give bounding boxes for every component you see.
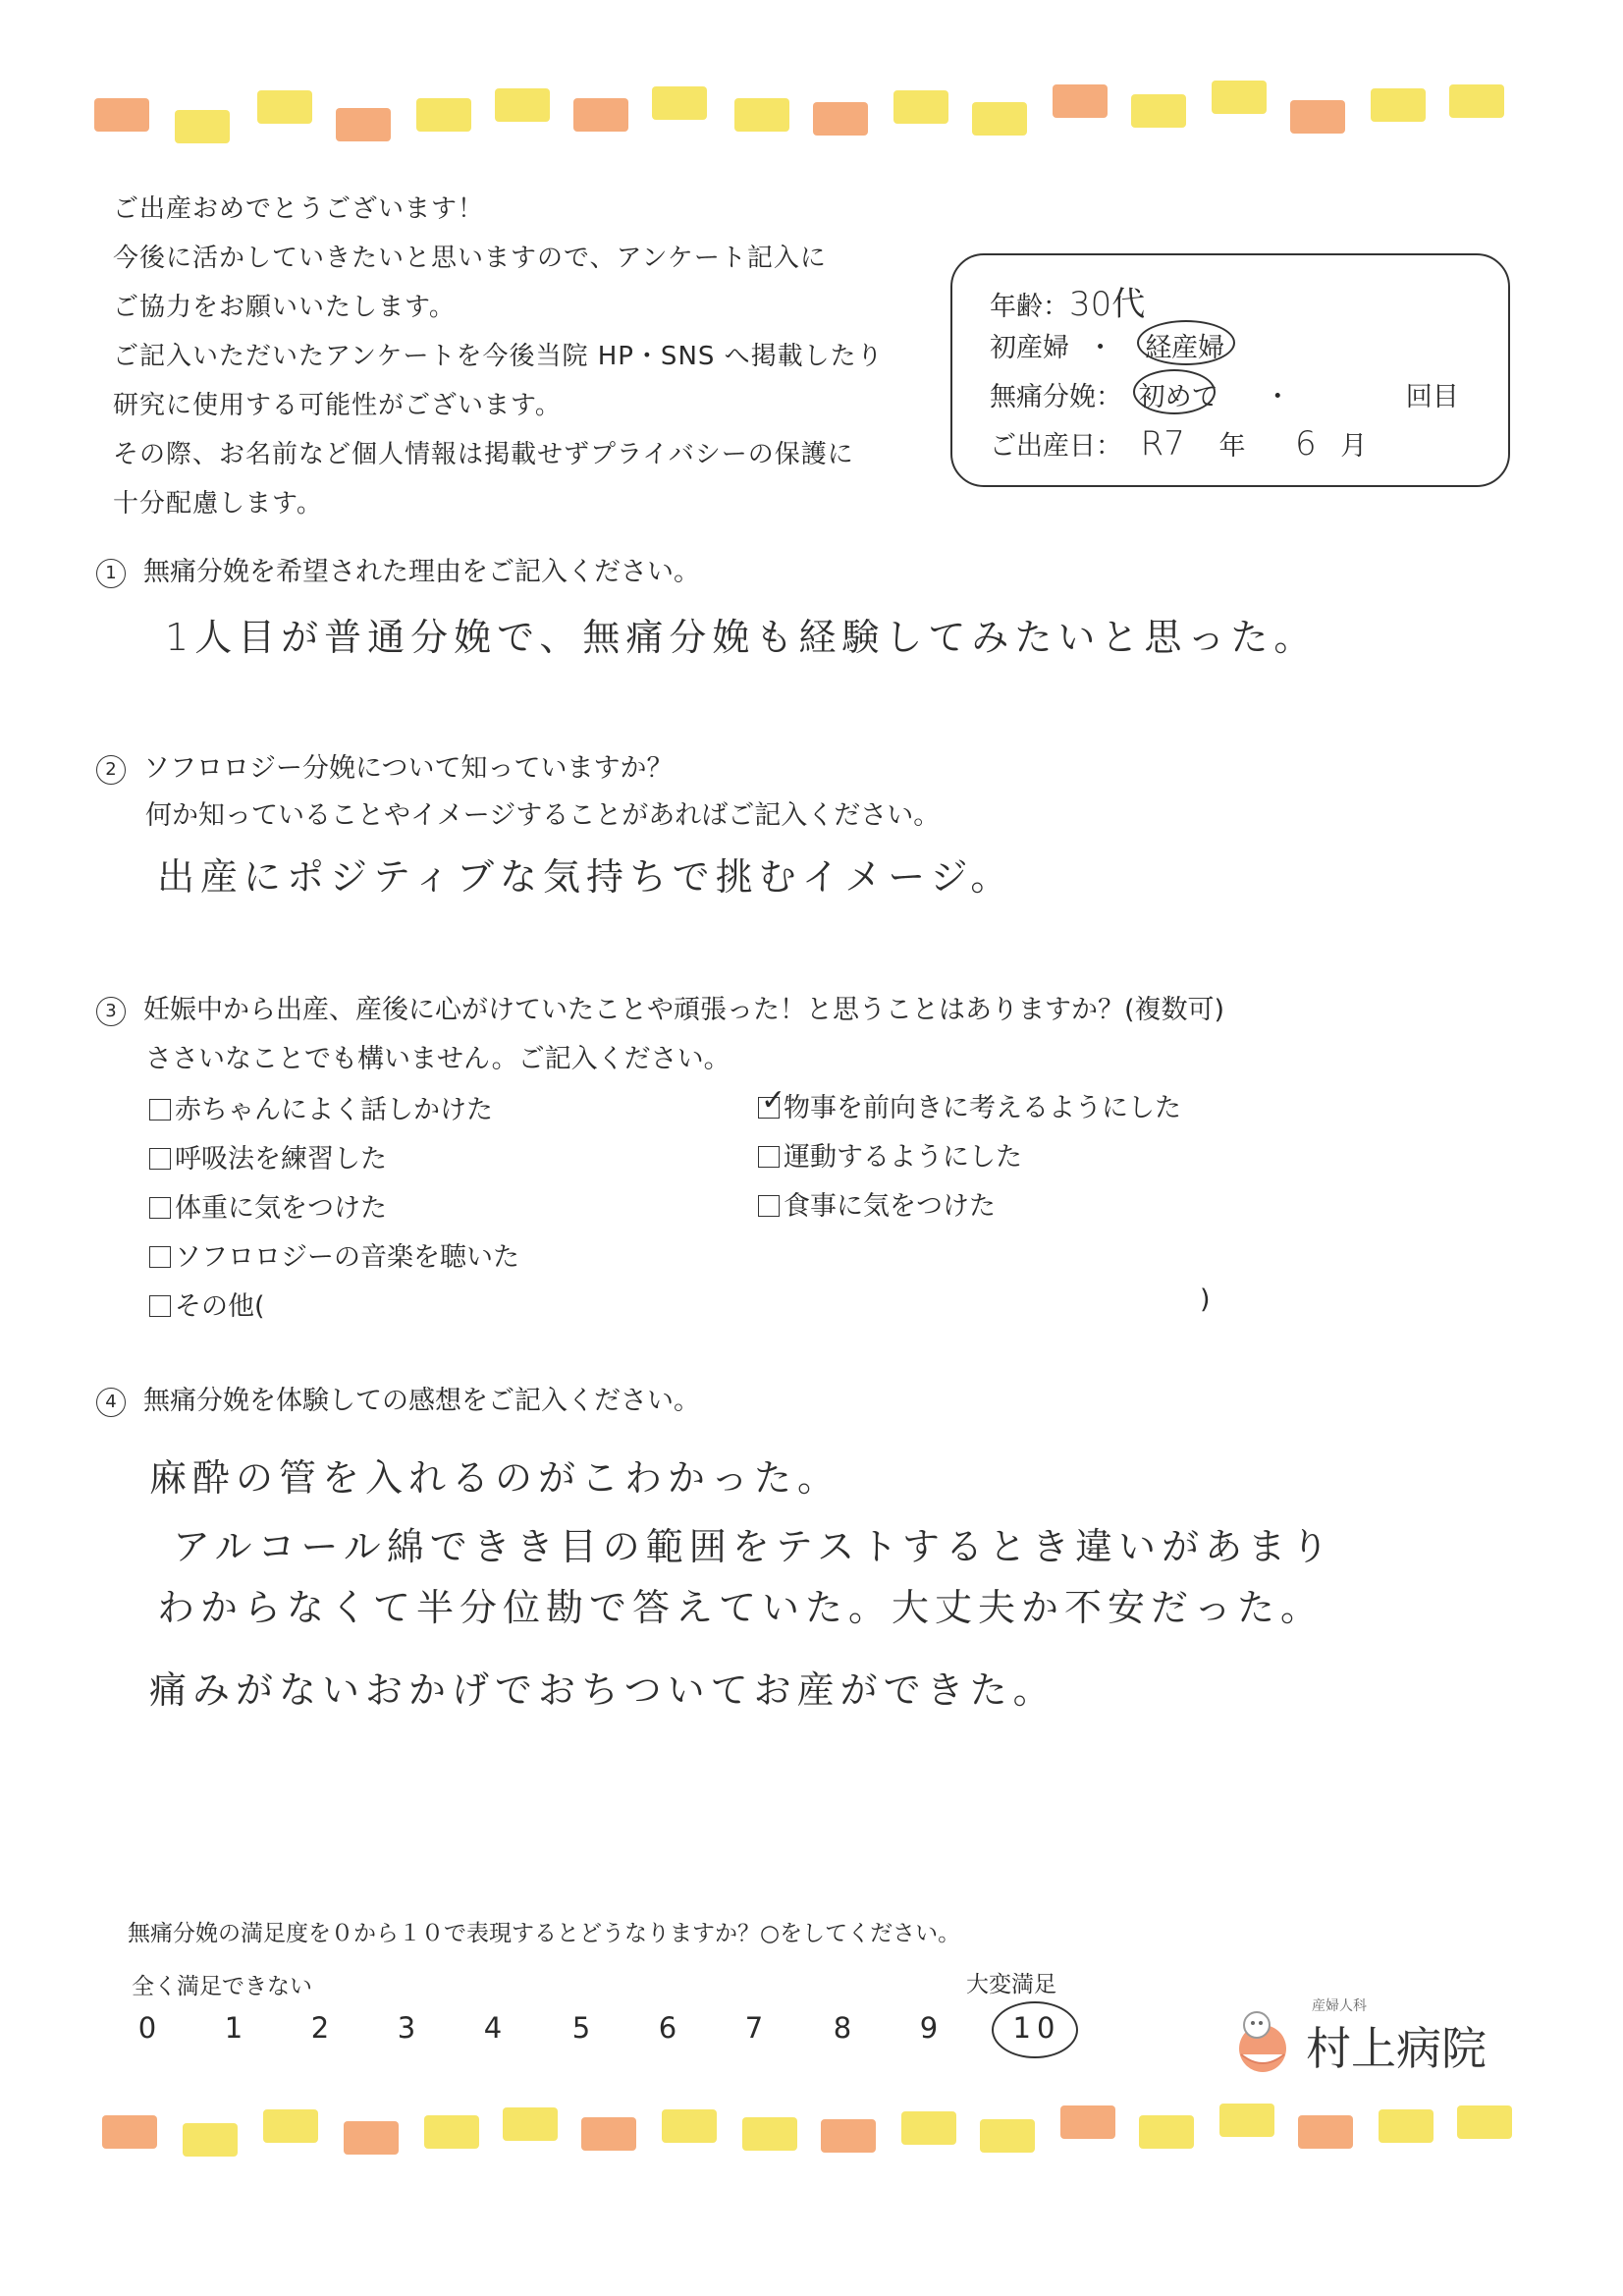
q3-option-left [149,1186,387,1225]
q1-text: 無痛分娩を希望された理由をご記入ください。 [143,557,700,587]
option-label: 体重に気をつけた [175,1193,387,1224]
q2-text: ソフロロジー分娩について知っていますか？ [143,753,674,784]
q3-question [96,988,1224,1026]
option-label: 赤ちゃんによく話しかけた [175,1095,493,1125]
satisfaction-high-label: 大変満足 [966,1972,1056,1997]
intro-line: ご出産おめでとうございます！ [113,194,485,224]
logo-small-text: 産婦人科 [1312,1998,1367,2014]
baby-logo-icon [1227,2003,1306,2082]
q4-number: 4 [96,1388,126,1417]
checkbox-checked[interactable] [758,1083,786,1119]
q3-option-left [149,1137,387,1175]
option-label: 運動するようにした [784,1142,1022,1173]
option-label: 物事を前向きに考えるようにした [784,1093,1181,1123]
q1-answer: 1人目が普通分娩で、無痛分娩も経験してみたいと思った。 [165,616,1318,659]
q4-answer-line: 麻酔の管を入れるのがこわかった。 [149,1456,841,1500]
birth-year-unit: 年 [1218,431,1246,462]
scale-7[interactable]: 7 [744,2011,764,2045]
parity-first: 初産婦 [990,333,1069,363]
q3-option-right [758,1135,1022,1174]
parity-separator: ・ [1087,333,1114,363]
q1-question [96,550,700,588]
scale-1[interactable]: 1 [224,2011,243,2045]
intro-line: 研究に使用する可能性がございます。 [113,391,562,420]
painless-first: 初めて [1138,382,1218,412]
checkbox[interactable] [758,1146,780,1168]
intro-line: その際、お名前など個人情報は掲載せずプライバシーの保護に [113,440,854,469]
parity-multi: 経産婦 [1145,333,1225,363]
q3-option-right [758,1184,996,1223]
q4-text: 無痛分娩を体験しての感想をご記入ください。 [143,1386,700,1416]
scale-8[interactable]: 8 [833,2011,852,2045]
q3-number: 3 [96,997,126,1026]
q2-question [96,746,673,785]
scale-3[interactable]: 3 [397,2011,416,2045]
intro-line: 十分配慮します。 [113,489,323,519]
check-mark-icon: ✓ [761,1083,786,1118]
scale-0[interactable]: 0 [137,2011,157,2045]
q4-answer-line: わからなくて半分位勘で答えていた。大丈夫か不安だった。 [157,1586,1325,1629]
intro-line: ご協力をお願いいたします。 [113,293,456,322]
parity-row [990,326,1224,364]
scale-2[interactable]: 2 [310,2011,330,2045]
q2-answer: 出産にポジティブな気持ちで挑むイメージ。 [157,855,1014,899]
scale-10[interactable]: 10 [1012,2011,1061,2045]
q2-number: 2 [96,755,126,785]
birth-label: ご出産日： [990,431,1122,462]
checkbox[interactable] [149,1099,171,1121]
q4-answer-line: 痛みがないおかげでおちついてお産ができた。 [149,1668,1056,1712]
checkbox[interactable] [149,1246,171,1268]
painless-times: 回目 [1405,382,1459,412]
q3-option-left [149,1235,519,1274]
option-label: ソフロロジーの音楽を聴いた [175,1242,519,1273]
bottom-tape-strip [0,2092,1623,2190]
birth-month-unit: 月 [1340,431,1368,462]
option-label: その他( [175,1291,265,1322]
checkbox[interactable] [758,1195,780,1217]
scale-5[interactable]: 5 [571,2011,591,2045]
top-tape-strip [0,0,1623,147]
q3-option-left [149,1088,493,1126]
option-label: 呼吸法を練習した [175,1144,387,1175]
birth-month: 6 [1295,424,1317,464]
q3-option-other [149,1285,265,1323]
scale-6[interactable]: 6 [658,2011,677,2045]
painless-row [990,375,1459,413]
q4-answer-line: アルコール綿できき目の範囲をテストするとき違いがあまり [173,1525,1335,1568]
intro-line: 今後に活かしていきたいと思いますので、アンケート記入に [113,244,827,273]
checkbox[interactable] [149,1197,171,1219]
q3-question-sub: ささいなことでも構いません。ご記入ください。 [145,1044,730,1074]
option-label: 食事に気をつけた [784,1191,996,1222]
q3-text: 妊娠中から出産、産後に心がけていたことや頑張った！と思うことはありますか？(複数可) [143,995,1225,1025]
parity-multi-circle [1137,320,1235,365]
patient-info-box [950,253,1510,487]
satisfaction-question: 無痛分娩の満足度を０から１０で表現するとどうなりますか？○をしてください。 [128,1921,961,1946]
satisfaction-low-label: 全く満足できない [132,1974,312,1999]
q3-option-right-checked [758,1083,1181,1124]
scale-4[interactable]: 4 [483,2011,503,2045]
painless-label: 無痛分娩： [990,382,1122,412]
checkbox[interactable] [149,1295,171,1317]
scale-9[interactable]: 9 [919,2011,939,2045]
other-close-paren: ) [1200,1285,1211,1315]
intro-text [113,185,884,528]
age-label: 年齢： [990,292,1069,322]
selected-rating-circle [992,2001,1078,2058]
painless-first-circle [1133,369,1216,414]
birthdate-row [990,424,1367,464]
logo-name: 村上病院 [1306,2022,1487,2075]
intro-line: ご記入いただいたアンケートを今後当院 HP・SNS へ掲載したり [113,342,884,371]
q4-question [96,1379,700,1417]
hospital-logo [1227,1994,1502,2092]
q2-question-sub: 何か知っていることやイメージすることがあればご記入ください。 [145,800,941,831]
age-row [990,277,1145,325]
q1-number: 1 [96,559,126,588]
age-value: 30代 [1069,285,1146,324]
checkbox[interactable] [149,1148,171,1170]
painless-separator: ・ [1264,382,1291,412]
birth-era: R7 [1140,424,1185,464]
